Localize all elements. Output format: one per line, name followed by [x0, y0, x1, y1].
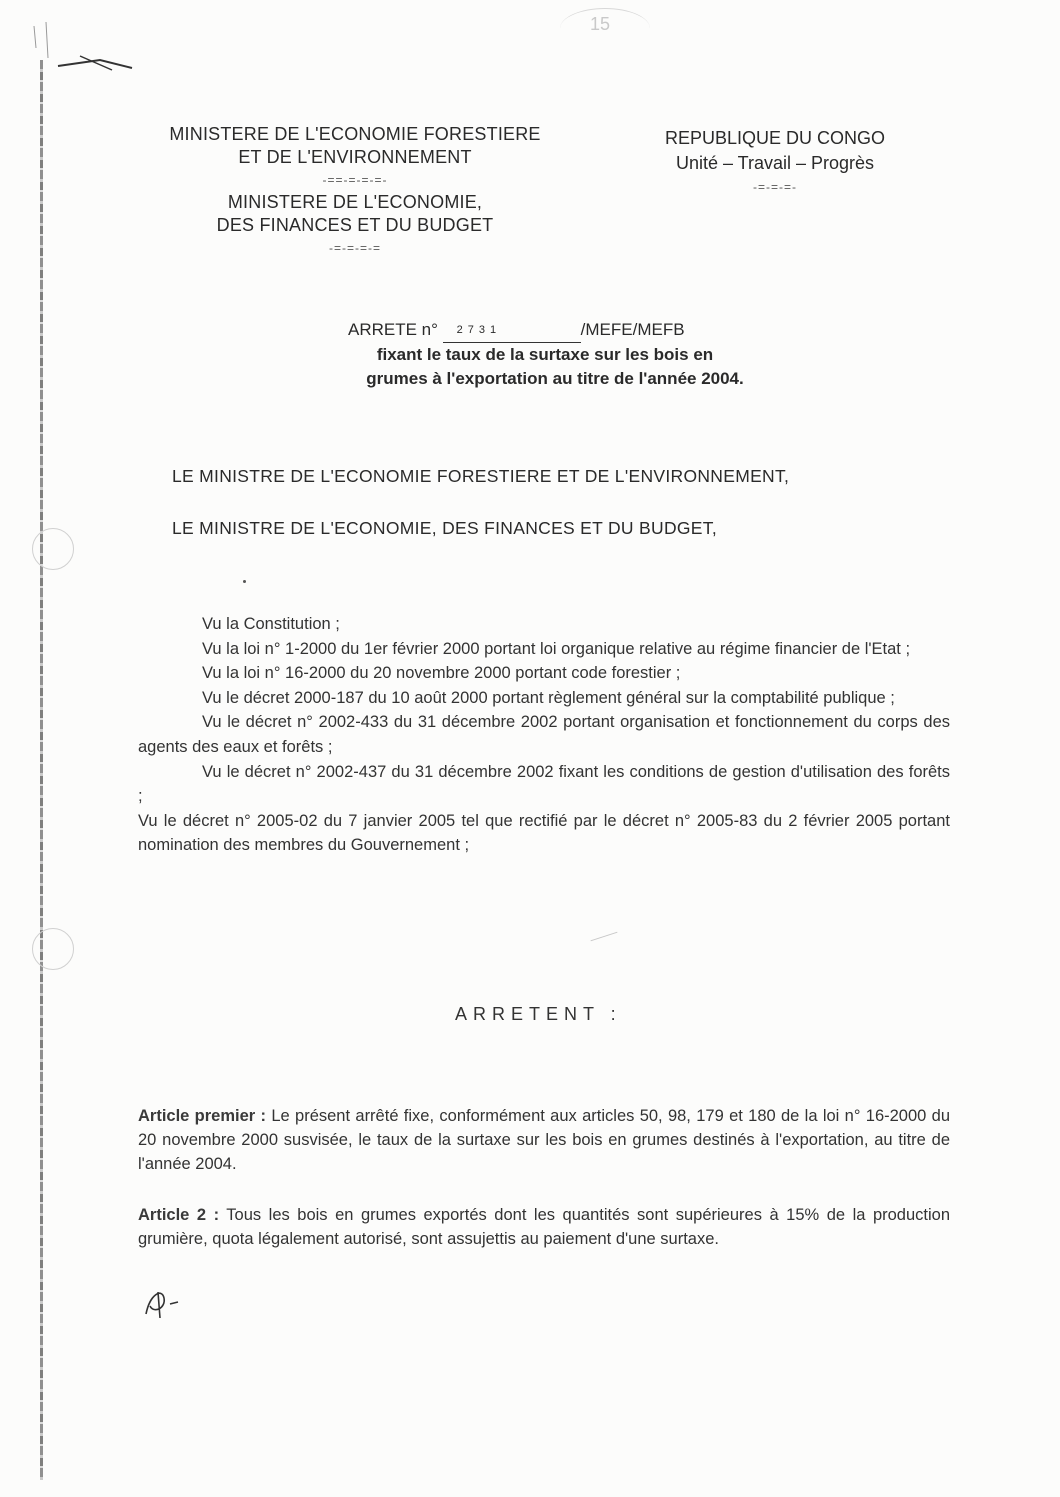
ink-dot — [243, 580, 246, 583]
consideration-item: Vu le décret 2000-187 du 10 août 2000 portant règlement général sur la comptabilité publique ; — [202, 688, 895, 707]
consideration-item: Vu le décret n° 2002-437 du 31 décembre 2002 fixant les conditions de gestion d'utilisation des forêts ; — [138, 762, 950, 806]
minister-forestry: LE MINISTRE DE L'ECONOMIE FORESTIERE ET DE L'ENVIRONNEMENT, — [172, 466, 790, 486]
considerations-list — [138, 612, 950, 858]
pencil-mark — [591, 932, 618, 942]
consideration-item: Vu la Constitution ; — [202, 615, 340, 633]
decree-subject — [250, 343, 830, 391]
handwritten-corner-mark — [20, 18, 140, 78]
handwritten-initials — [140, 1284, 190, 1324]
consideration-item: Vu le décret n° 2002-433 du 31 décembre 2002 portant organisation et fonctionnement du corps des agents des eaux et forêts ; — [138, 713, 950, 756]
separator: -=-=-=-= — [328, 241, 381, 255]
republic-name: REPUBLIQUE DU CONGO — [664, 128, 886, 148]
separator: -==-=-=-=- — [322, 173, 388, 187]
ministry-forestry-line1: MINISTERE DE L'ECONOMIE FORESTIERE — [169, 124, 541, 144]
page-number: 15 — [590, 14, 611, 34]
issuing-ministries — [120, 123, 590, 259]
consideration-item: Vu le décret n° 2005-02 du 7 janvier 2005 tel que rectifié par le décret n° 2005-83 du 2 février 2005 portant nomination des membres du Gouvernement ; — [138, 811, 950, 855]
article-2 — [138, 1203, 950, 1251]
decree-title — [250, 318, 830, 391]
article-heading: Article premier : — [138, 1107, 267, 1125]
republic-heading — [635, 126, 915, 198]
ministry-finance-line1: MINISTERE DE L'ECONOMIE, — [227, 192, 483, 212]
decision-heading: ARRETENT : — [455, 1004, 622, 1024]
republic-motto: Unité – Travail – Progrès — [675, 153, 875, 173]
consideration-item: Vu la loi n° 16-2000 du 20 novembre 2000 portant code forestier ; — [202, 664, 681, 683]
minister-finance: LE MINISTRE DE L'ECONOMIE, DES FINANCES ET DU BUDGET, — [172, 518, 717, 538]
decree-prefix: ARRETE n° — [348, 320, 438, 339]
decree-subject-line2: grumes à l'exportation au titre de l'année 2004. — [366, 369, 744, 388]
article-text: Tous les bois en grumes exportés dont les quantités sont supérieures à 15% de la production grumière, quota légalement autorisé, sont assujettis au paiement d'une surtaxe. — [138, 1206, 950, 1248]
ministry-finance-line2: DES FINANCES ET DU BUDGET — [216, 215, 494, 235]
punch-hole — [32, 528, 74, 570]
article-text: Le présent arrêté fixe, conformément aux articles 50, 98, 179 et 180 de la loi n° 16-2000 du 20 novembre 2000 susvisée, le taux de la surtaxe sur les bois en grumes destinés à l'exportation, au titre de l'année 2004. — [138, 1107, 950, 1173]
ministry-forestry-line2: ET DE L'ENVIRONNEMENT — [238, 147, 472, 167]
decree-reference — [348, 318, 928, 343]
consideration-item: Vu la loi n° 1-2000 du 1er février 2000 portant loi organique relative au régime financier de l'Etat ; — [202, 639, 911, 658]
decree-number: 2731 — [443, 319, 581, 343]
article-1 — [138, 1104, 950, 1176]
decree-subject-line1: fixant le taux de la surtaxe sur les bois en — [376, 345, 714, 364]
punch-hole — [32, 928, 74, 970]
decree-suffix: /MEFE/MEFB — [580, 320, 685, 339]
separator: -=-=-=- — [752, 180, 797, 194]
binding-edge — [40, 60, 43, 1480]
article-heading: Article 2 : — [138, 1206, 220, 1224]
